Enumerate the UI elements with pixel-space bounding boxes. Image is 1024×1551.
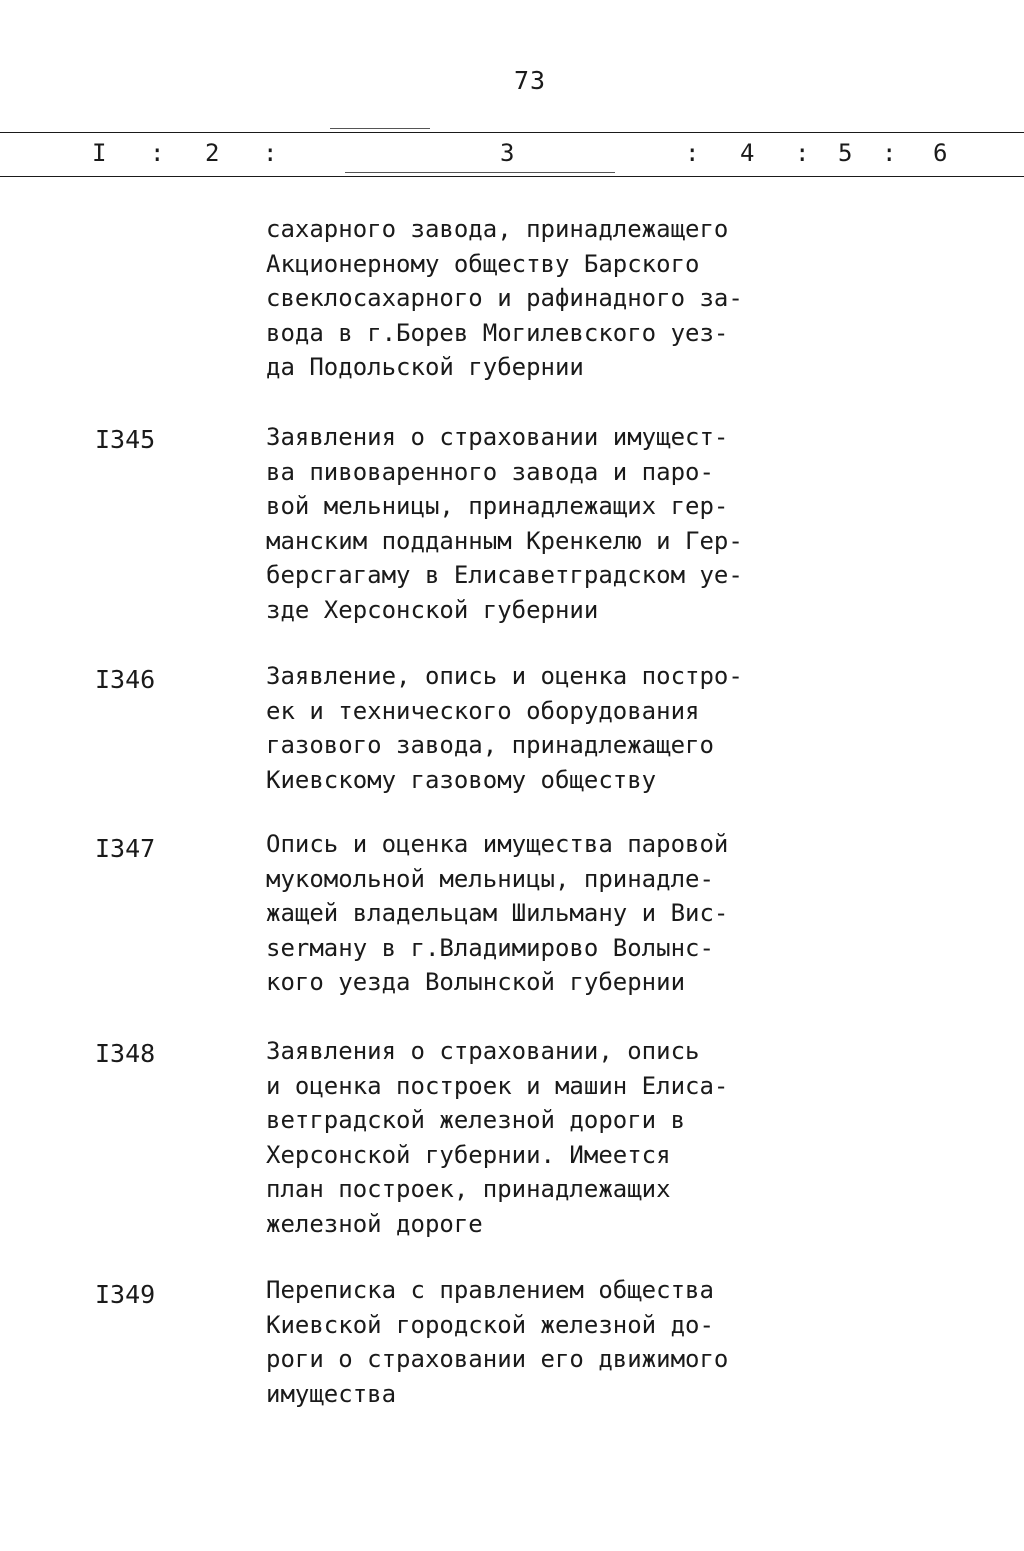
header-rule-bottom [0, 176, 1024, 177]
entry-description: Переписка с правлением общества Киевской городской железной до- роги о страховании его движимого имущества [266, 1276, 729, 1408]
entry-number: I347 [95, 834, 156, 863]
column-header-1: I [92, 139, 107, 167]
entry-number: I349 [95, 1280, 156, 1309]
page-number: 73 [513, 66, 547, 95]
column-header-5: 5 [838, 139, 853, 167]
entry-number: I346 [95, 665, 156, 694]
column-header-4: 4 [740, 139, 755, 167]
column-separator-4: : [795, 139, 810, 167]
entry-continuation-text: сахарного завода, принадлежащего Акционерному обществу Барского свеклосахарного и рафинадного за- вода в г.Борев Могилевского уез- да Подольской губернии [266, 215, 743, 381]
entry-number: I345 [95, 425, 156, 454]
entry-description: Опись и оценка имущества паровой мукомольной мельницы, принадле- жащей владельцам Шильману и Вис- serману в г.Владимирово Волынс- кого уезда Волынской губернии [266, 830, 729, 996]
header-rule-top-accent [330, 128, 430, 129]
column-separator-3: : [685, 139, 700, 167]
column-header-2: 2 [205, 139, 220, 167]
column-header-3: 3 [500, 139, 515, 167]
column-separator-2: : [263, 139, 278, 167]
column-separator-5: : [882, 139, 897, 167]
column-separator-1: : [150, 139, 165, 167]
header-rule-top [0, 132, 1024, 133]
entry-description: Заявление, опись и оценка постро- ек и технического оборудования газового завода, принадлежащего Киевскому газовому обществу [266, 662, 743, 794]
entry-description: Заявления о страховании, опись и оценка построек и машин Елиса- ветградской железной дороги в Херсонской губернии. Имеется план построек, принадлежащих железной дороге [266, 1037, 729, 1238]
header-rule-bottom-accent [345, 172, 615, 173]
column-header-6: 6 [933, 139, 948, 167]
entry-description: Заявления о страховании имущест- ва пивоваренного завода и паро- вой мельницы, принадлежащих гер- манским подданным Кренкелю и Гер- берсгагаму в Елисаветградском уе- зде Херсонской губернии [266, 423, 743, 624]
entry-number: I348 [95, 1039, 156, 1068]
